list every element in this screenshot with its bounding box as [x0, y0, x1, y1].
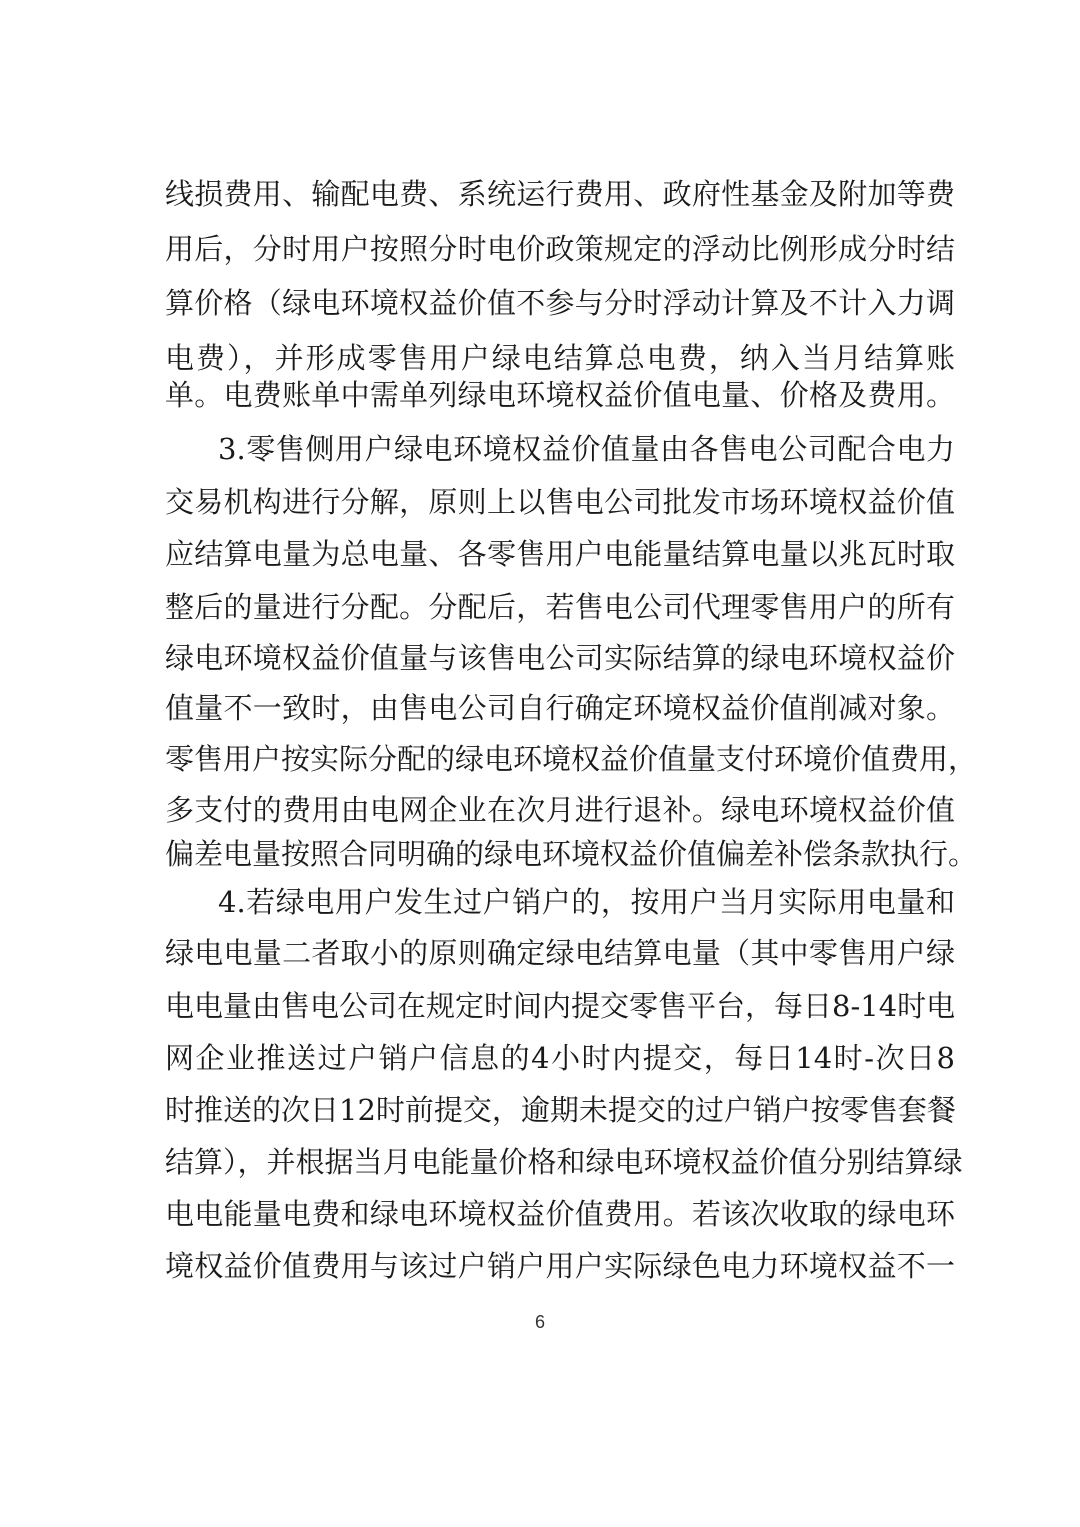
paragraph-4-first-line: 4.若绿电用户发生过户销户的，按用户当月实际用电量和 — [218, 885, 955, 919]
text-line: 电费），并形成零售用户绿电结算总电费，纳入当月结算账 — [165, 341, 955, 375]
text-line: 用后，分时用户按照分时电价政策规定的浮动比例形成分时结 — [165, 232, 955, 266]
text-line: 结算），并根据当月电能量价格和绿电环境权益价值分别结算绿 — [165, 1145, 963, 1179]
paragraph-3-first-line: 3.零售侧用户绿电环境权益价值量由各售电公司配合电力 — [218, 432, 955, 466]
text-line: 偏差电量按照合同明确的绿电环境权益价值偏差补偿条款执行。 — [165, 837, 978, 871]
text-line: 网企业推送过户销户信息的4小时内提交，每日14时-次日8 — [165, 1041, 955, 1075]
text-line: 电电量由售电公司在规定时间内提交零售平台，每日8-14时电 — [165, 989, 956, 1023]
text-line: 单。电费账单中需单列绿电环境权益价值电量、价格及费用。 — [165, 378, 955, 412]
page-number: 6 — [534, 1312, 545, 1332]
text-line: 交易机构进行分解，原则上以售电公司批发市场环境权益价值 — [165, 485, 955, 519]
text-line: 算价格（绿电环境权益价值不参与分时浮动计算及不计入力调 — [165, 286, 955, 320]
text-line: 值量不一致时，由售电公司自行确定环境权益价值削减对象。 — [165, 691, 955, 725]
text-line: 多支付的费用由电网企业在次月进行退补。绿电环境权益价值 — [165, 793, 955, 827]
text-line: 应结算电量为总电量、各零售用户电能量结算电量以兆瓦时取 — [165, 537, 955, 571]
text-line: 零售用户按实际分配的绿电环境权益价值量支付环境价值费用， — [165, 742, 978, 776]
text-line: 绿电电量二者取小的原则确定绿电结算电量（其中零售用户绿 — [165, 936, 955, 970]
text-line: 境权益价值费用与该过户销户用户实际绿色电力环境权益不一 — [165, 1249, 955, 1283]
text-line: 线损费用、输配电费、系统运行费用、政府性基金及附加等费 — [165, 177, 955, 211]
text-line: 时推送的次日12时前提交，逾期未提交的过户销户按零售套餐 — [165, 1093, 956, 1127]
text-line: 绿电环境权益价值量与该售电公司实际结算的绿电环境权益价 — [165, 641, 955, 675]
text-line: 整后的量进行分配。分配后，若售电公司代理零售用户的所有 — [165, 590, 955, 624]
text-line: 电电能量电费和绿电环境权益价值费用。若该次收取的绿电环 — [165, 1197, 955, 1231]
